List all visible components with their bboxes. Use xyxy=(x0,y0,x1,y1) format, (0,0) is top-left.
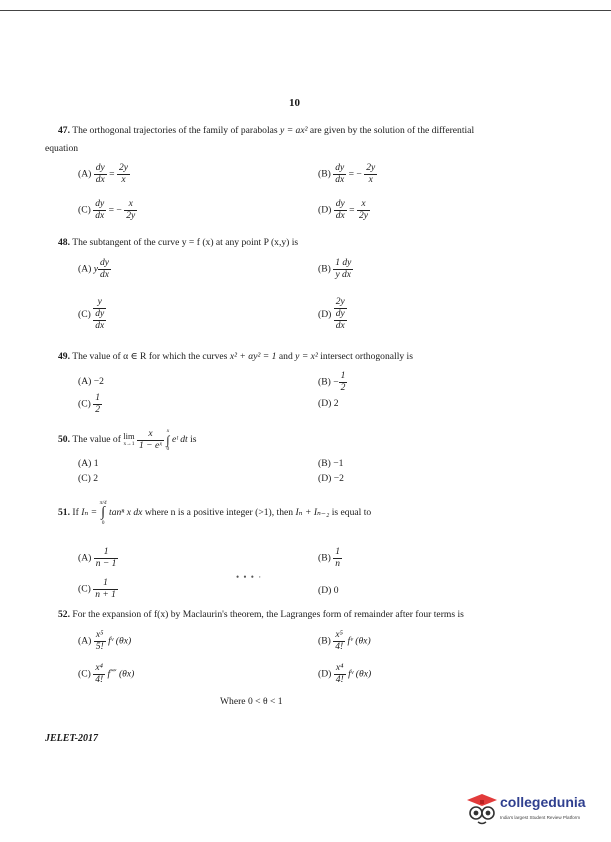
q50-option-b: (B) −1 xyxy=(318,458,344,469)
logo-name: collegedunia xyxy=(500,794,586,810)
exam-footer: JELET-2017 xyxy=(45,733,98,744)
q52-option-a: (A) $\frac{\text{x⁵}}{5!}$ fᵛ (θx) xyxy=(78,630,132,652)
q51-option-c: (C) $\frac{1}{n + 1}$ xyxy=(78,578,116,600)
question-52: 52. For the expansion of f(x) by Maclaurin's theorem, the Lagranges form of remainder after four terms is xyxy=(58,609,464,620)
q51-option-d: (D) 0 xyxy=(318,585,339,596)
question-number: 50. xyxy=(58,434,70,445)
graduation-owl-icon xyxy=(466,792,498,826)
collegedunia-logo xyxy=(466,792,596,832)
q49-option-a: (A) −2 xyxy=(78,376,104,387)
logo-tagline: India's largest Student Review Platform xyxy=(500,815,581,820)
q50-option-d: (D) −2 xyxy=(318,473,344,484)
q48-option-d: (D) 2y dy dx xyxy=(318,297,345,331)
question-50: 50. The value of lim x→1 $\frac{x}{\text{1 − eˣ}}$ x ∫ 0 eᵗ dt is xyxy=(58,428,197,452)
q47-option-d: (D) $\frac{dy}{dx}$ = $\frac{x}{2y}$ xyxy=(318,199,368,221)
q48-option-c: (C) y dy dx xyxy=(78,297,105,331)
q52-option-d: (D) $\frac{\text{x⁴}}{4!}$ fᵛ (θx) xyxy=(318,663,372,685)
q52-note: Where 0 < θ < 1 xyxy=(220,696,283,707)
stray-dots: • • • · xyxy=(236,572,263,582)
q51-option-b: (B) $\frac{1}{n}$ xyxy=(318,547,340,569)
q50-option-c: (C) 2 xyxy=(78,473,98,484)
q49-option-c: (C) $\frac{1}{2}$ xyxy=(78,393,100,415)
question-47: 47. The orthogonal trajectories of the family of parabolas y = ax² are given by the solution of the differential xyxy=(58,125,475,136)
question-number: 47. xyxy=(58,125,70,136)
question-number: 51. xyxy=(58,507,70,518)
question-number: 49. xyxy=(58,351,70,362)
q52-option-c: (C) $\frac{\text{x⁴}}{4!}$ f⁗ (θx) xyxy=(78,663,135,685)
q47-option-c: (C) $\frac{dy}{dx}$ = − $\frac{x}{2y}$ xyxy=(78,199,136,221)
q49-option-d: (D) 2 xyxy=(318,398,339,409)
question-51: 51. If Iₙ = π/4 ∫ 0 tanⁿ x dx where n is a positive integer (>1), then Iₙ + Iₙ₋₂ is equal to xyxy=(58,500,372,526)
question-47-cont: equation xyxy=(45,143,79,154)
question-number: 52. xyxy=(58,609,70,620)
q47-option-a: (A) $\frac{dy}{dx}$ = $\frac{2y}{x}$ xyxy=(78,163,128,185)
question-49: 49. The value of α ∈ R for which the curves x² + αy² = 1 and y = x² intersect orthogonally is xyxy=(58,351,413,362)
q50-option-a: (A) 1 xyxy=(78,458,99,469)
q49-option-b: (B) − $\frac{1}{2}$ xyxy=(318,371,346,393)
q52-option-b: (B) $\frac{\text{x⁵}}{4!}$ fᵛ (θx) xyxy=(318,630,371,652)
q48-option-b: (B) $\frac{1 dy}{\text{y dx}}$ xyxy=(318,258,352,280)
q47-option-b: (B) $\frac{dy}{dx}$ = − $\frac{2y}{x}$ xyxy=(318,163,376,185)
question-number: 48. xyxy=(58,237,70,248)
question-48: 48. The subtangent of the curve y = f (x) at any point P (x,y) is xyxy=(58,237,299,248)
page-number: 10 xyxy=(289,97,300,109)
q51-option-a: (A) $\frac{1}{n - 1}$ xyxy=(78,547,117,569)
q48-option-a: (A) y $\frac{dy}{dx}$ xyxy=(78,258,109,280)
top-rule xyxy=(0,10,611,11)
